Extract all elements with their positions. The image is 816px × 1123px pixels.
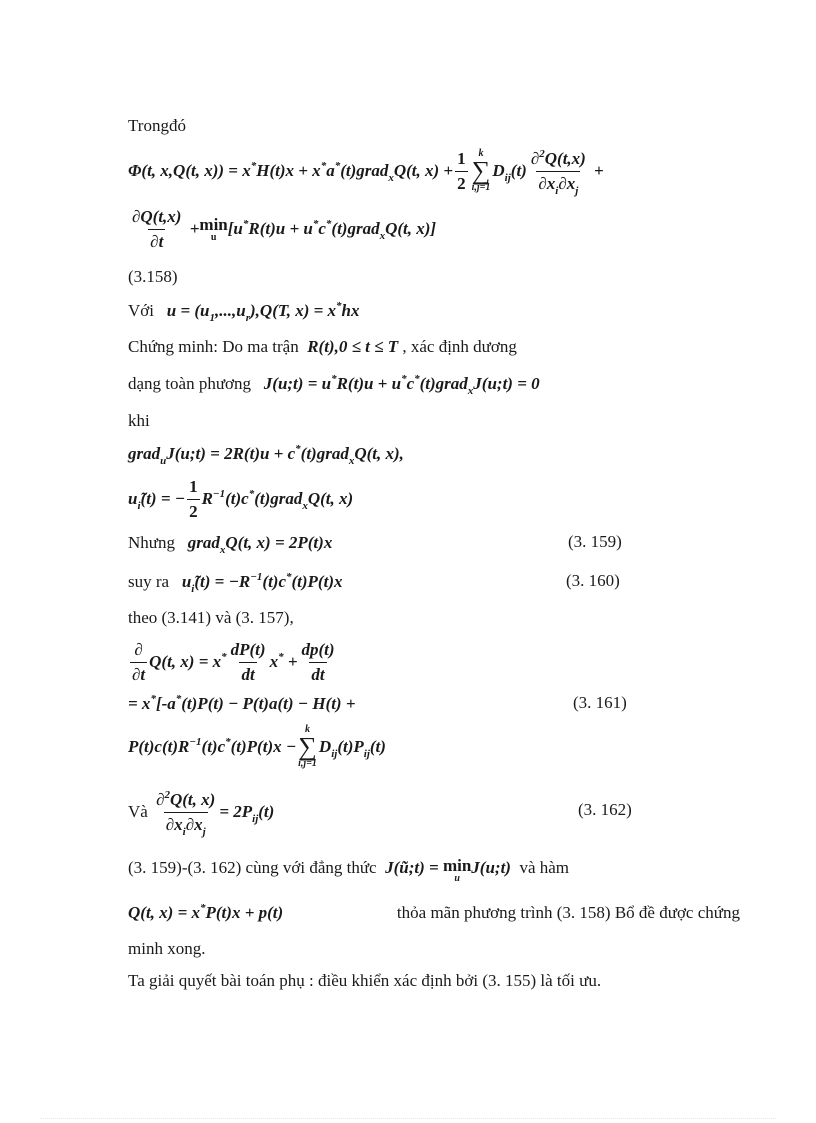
paragraph-proof: Chứng minh: Do ma trận R(t),0 ≤ t ≤ T , xác định dương	[128, 337, 517, 356]
paragraph-closing-3: minh xong.	[128, 939, 206, 958]
equation-phi-line1: Φ(t, x,Q(t, x)) = x*H(t)x + x*a*(t)grad$_x$Q(t, x) + $\frac{1}{2}$ k ∑ i,j=1 $D_{ij}(t)$ $\frac{\partial^2Q(t,x)}{\partial x_i\partial x_j}$ +	[128, 147, 604, 197]
paragraph-nhung: Nhưng grad$_x$Q(t, x) = 2P(t)x	[128, 533, 333, 556]
equation-number-162: (3. 162)	[578, 800, 632, 819]
paragraph-theo: theo (3.141) và (3. 157),	[128, 608, 294, 627]
equation-number-161: (3. 161)	[573, 693, 627, 712]
paragraph-va: Và $\frac{\partial^2Q(t, x)}{\partial x_i\partial x_j}$ = $2P_{ij}(t)$	[128, 788, 275, 838]
equation-number-160: (3. 160)	[566, 571, 620, 590]
equation-line-161a: = x*[-a*(t)P(t) − P(t)a(t) − H(t) +	[128, 693, 356, 713]
bottom-divider	[40, 1118, 776, 1119]
equation-phi-line2: $\frac{\partial Q(t,x)}{\partial t}$ + min u [u*R(t)u + u*c*(t)grad$_x$Q(t, x)]	[132, 206, 437, 251]
paragraph-khi: khi	[128, 411, 150, 430]
paragraph-suy-ra: suy ra $u_ĩ(t) = -R^{-1}(t)c^*(t)P(t)x$	[128, 571, 343, 595]
equation-u-optimal: $u_ĩ(t)$ = − $\frac{1}{2}$ $R^{-1}(t)c^*(t)grad_xQ(t$, x)	[128, 476, 354, 521]
paragraph-closing-1: (3. 159)-(3. 162) cùng với đẳng thức J(ũ;t) = min u J(u;t) và hàm	[128, 856, 570, 884]
equation-line-161b: $P(t)c(t)R^{-1}(t)c^*(t)P(t)x$ − k ∑ i,j=1 $D_{ij}(t)P_{ij}(t)$	[128, 724, 386, 769]
equation-number-158: (3.158)	[128, 267, 178, 286]
paragraph-quadratic-form: dạng toàn phương J(u;t) = u*R(t)u + u*c*(t)grad$_x$J(u;t) = 0	[128, 373, 540, 397]
paragraph-trong-do: Trongđó	[128, 116, 186, 135]
equation-dq-dt: $\frac{\partial}{\partial t}$ Q(t, x) = x* $\frac{dP(t)}{dt}$ x* + $\frac{dp(t)}{dt}$	[132, 639, 335, 684]
equation-grad-u: grad$_u$J(u;t) = 2R(t)u + c*(t)grad$_x$Q(t, x),	[128, 443, 404, 467]
paragraph-voi: Với $u = (u_1,...,u_r),Q(T$, x) = x*hx	[128, 300, 360, 324]
equation-number-159: (3. 159)	[568, 532, 622, 551]
paragraph-final: Ta giải quyết bài toán phụ : điều khiển xác định bởi (3. 155) là tối ưu.	[128, 971, 602, 990]
paragraph-closing-2: Q(t, x) = x*P(t)x + p(t) thỏa mãn phương trình (3. 158) Bổ đề được chứng	[128, 902, 740, 922]
